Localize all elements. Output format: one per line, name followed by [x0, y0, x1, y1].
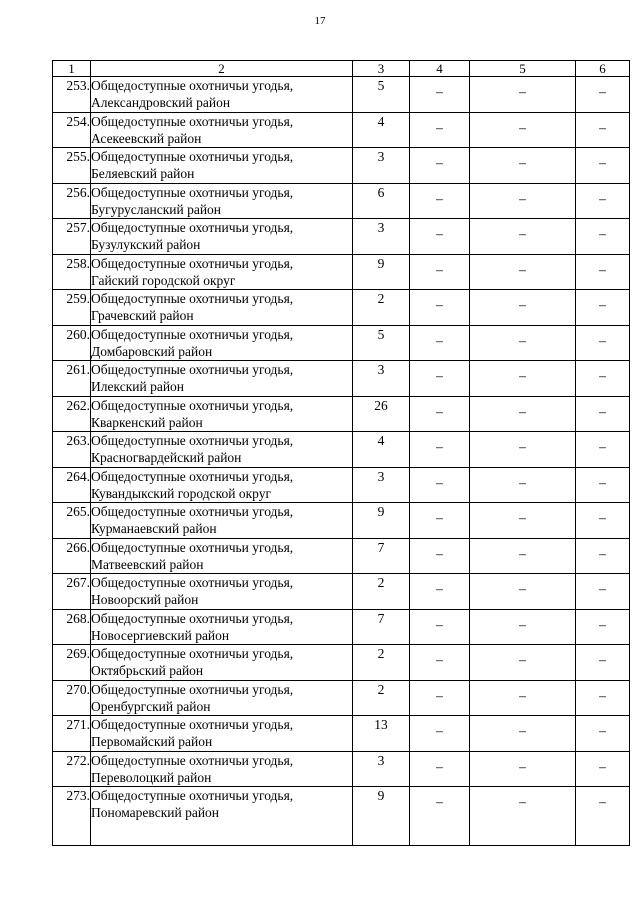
row-name: [91, 219, 353, 255]
row-col-6: [576, 609, 630, 645]
row-col-4: [410, 112, 470, 148]
row-name: [91, 751, 353, 787]
dash-mark: –: [599, 439, 606, 454]
dash-mark: –: [519, 794, 526, 809]
row-col-4: [410, 183, 470, 219]
row-name-line2: Асекеевский район: [91, 130, 202, 146]
row-number: 273.: [53, 787, 91, 846]
row-number: 258.: [53, 254, 91, 290]
row-col-4: [410, 787, 470, 846]
row-name-line1: Общедоступные охотничьи угодья,: [91, 184, 294, 200]
dash-mark: –: [599, 545, 606, 561]
row-name: [91, 183, 353, 219]
row-name: [91, 432, 353, 468]
dash-mark: –: [436, 84, 443, 99]
row-name-line2: Октябрьский район: [91, 663, 204, 678]
table-row: [53, 716, 630, 752]
dash-mark: –: [436, 439, 443, 454]
row-name-line2: Оренбургский район: [91, 698, 211, 714]
row-number: 263.: [53, 432, 91, 468]
row-count: 9: [353, 787, 410, 846]
row-col-4: [410, 290, 470, 326]
dash-mark: –: [519, 332, 526, 348]
dash-mark: –: [436, 332, 443, 348]
row-col-6: [576, 77, 630, 113]
table-row: [53, 290, 630, 326]
dash-mark: –: [436, 687, 443, 703]
row-name-line2: Гайский городской округ: [91, 272, 236, 288]
row-number: 261.: [53, 361, 91, 397]
row-col-5: [470, 77, 576, 113]
row-name-line1: Общедоступные охотничьи угодья,: [91, 78, 294, 93]
row-col-5: [470, 467, 576, 503]
row-col-6: [576, 503, 630, 539]
dash-mark: –: [436, 652, 443, 667]
row-count: 9: [353, 503, 410, 539]
row-col-5: [470, 503, 576, 539]
row-name-line1: Общедоступные охотничьи угодья,: [91, 149, 294, 164]
dash-mark: –: [519, 190, 526, 206]
row-count: 6: [353, 183, 410, 219]
dash-mark: –: [599, 84, 606, 99]
row-name-line2: Пономаревский район: [91, 805, 220, 820]
row-col-5: [470, 751, 576, 787]
row-name-line1: Общедоступные охотничьи угодья,: [91, 610, 294, 626]
row-col-5: [470, 538, 576, 574]
row-col-5: [470, 254, 576, 290]
dash-mark: –: [519, 758, 526, 774]
row-col-4: [410, 432, 470, 468]
row-col-4: [410, 538, 470, 574]
dash-mark: –: [599, 368, 606, 383]
dash-mark: –: [519, 261, 526, 277]
dash-mark: –: [599, 758, 606, 774]
row-name-line1: Общедоступные охотничьи угодья,: [91, 539, 294, 555]
dash-mark: –: [519, 403, 526, 419]
dash-mark: –: [436, 190, 443, 206]
row-count: 7: [353, 609, 410, 645]
dash-mark: –: [599, 652, 606, 667]
row-name-line1: Общедоступные охотничьи угодья,: [91, 397, 294, 413]
row-count: 3: [353, 361, 410, 397]
row-number: 262.: [53, 396, 91, 432]
row-col-6: [576, 361, 630, 397]
row-col-4: [410, 716, 470, 752]
table-row: [53, 609, 630, 645]
dash-mark: –: [519, 723, 526, 738]
table-row: [53, 254, 630, 290]
row-col-5: [470, 787, 576, 846]
row-col-6: [576, 467, 630, 503]
row-name-line1: Общедоступные охотничьи угодья,: [91, 326, 294, 342]
row-col-6: [576, 645, 630, 681]
dash-mark: –: [519, 652, 526, 667]
dash-mark: –: [436, 794, 443, 809]
row-col-5: [470, 183, 576, 219]
header-col-1: 1: [53, 61, 91, 77]
dash-mark: –: [436, 616, 443, 632]
row-name: [91, 254, 353, 290]
table-row: [53, 787, 630, 846]
row-number: 259.: [53, 290, 91, 326]
row-count: 3: [353, 148, 410, 184]
row-name: [91, 148, 353, 184]
dash-mark: –: [519, 687, 526, 703]
row-col-5: [470, 680, 576, 716]
table-row: [53, 396, 630, 432]
row-col-4: [410, 219, 470, 255]
row-count: 3: [353, 219, 410, 255]
row-col-5: [470, 432, 576, 468]
dash-mark: –: [436, 474, 443, 490]
row-count: 4: [353, 112, 410, 148]
row-name-line1: Общедоступные охотничьи угодья,: [91, 788, 294, 803]
row-count: 2: [353, 645, 410, 681]
dash-mark: –: [519, 84, 526, 99]
table-row: [53, 751, 630, 787]
row-name: [91, 290, 353, 326]
row-number: 267.: [53, 574, 91, 610]
row-col-6: [576, 219, 630, 255]
row-count: 2: [353, 290, 410, 326]
row-name: [91, 716, 353, 752]
row-name: [91, 680, 353, 716]
row-col-6: [576, 574, 630, 610]
row-count: 2: [353, 680, 410, 716]
row-name: [91, 361, 353, 397]
row-name-line2: Александровский район: [91, 95, 231, 110]
dash-mark: –: [599, 510, 606, 525]
table-row: [53, 432, 630, 468]
row-number: 272.: [53, 751, 91, 787]
row-name: [91, 538, 353, 574]
dash-mark: –: [519, 545, 526, 561]
row-name-line1: Общедоступные охотничьи угодья,: [91, 752, 294, 768]
table-row: [53, 77, 630, 113]
row-col-4: [410, 751, 470, 787]
dash-mark: –: [599, 190, 606, 206]
row-col-5: [470, 574, 576, 610]
row-col-5: [470, 645, 576, 681]
dash-mark: –: [519, 510, 526, 525]
table-row: [53, 112, 630, 148]
page-number: 17: [314, 15, 326, 27]
dash-mark: –: [599, 616, 606, 632]
row-number: 268.: [53, 609, 91, 645]
hunting-grounds-table: [52, 60, 630, 846]
dash-mark: –: [519, 368, 526, 383]
row-name-line1: Общедоступные охотничьи угодья,: [91, 468, 294, 484]
row-number: 257.: [53, 219, 91, 255]
row-col-4: [410, 254, 470, 290]
row-col-6: [576, 290, 630, 326]
dash-mark: –: [519, 226, 526, 241]
row-name: [91, 787, 353, 846]
row-name-line1: Общедоступные охотничьи угодья,: [91, 291, 294, 306]
row-col-5: [470, 396, 576, 432]
header-col-4: 4: [410, 61, 470, 77]
row-name-line1: Общедоступные охотничьи угодья,: [91, 220, 294, 235]
row-name-line2: Красногвардейский район: [91, 450, 242, 465]
row-name-line1: Общедоступные охотничьи угодья,: [91, 646, 294, 661]
row-name-line2: Кувандыкский городской округ: [91, 485, 272, 501]
row-number: 260.: [53, 325, 91, 361]
dash-mark: –: [599, 332, 606, 348]
row-count: 2: [353, 574, 410, 610]
row-name-line2: Илекский район: [91, 379, 185, 394]
row-col-5: [470, 219, 576, 255]
row-number: 266.: [53, 538, 91, 574]
row-number: 271.: [53, 716, 91, 752]
row-name-line2: Кваркенский район: [91, 414, 203, 430]
dash-mark: –: [599, 723, 606, 738]
dash-mark: –: [519, 439, 526, 454]
row-name-line2: Матвеевский район: [91, 556, 204, 572]
dash-mark: –: [599, 687, 606, 703]
row-name-line1: Общедоступные охотничьи угодья,: [91, 717, 294, 732]
row-col-6: [576, 325, 630, 361]
dash-mark: –: [599, 261, 606, 277]
dash-mark: –: [519, 119, 526, 135]
header-col-6: 6: [576, 61, 630, 77]
table-row: [53, 645, 630, 681]
dash-mark: –: [599, 155, 606, 170]
row-col-6: [576, 751, 630, 787]
dash-mark: –: [519, 581, 526, 596]
row-col-6: [576, 680, 630, 716]
row-count: 13: [353, 716, 410, 752]
row-col-6: [576, 148, 630, 184]
row-name-line1: Общедоступные охотничьи угодья,: [91, 433, 294, 448]
row-number: 254.: [53, 112, 91, 148]
row-col-4: [410, 77, 470, 113]
row-name: [91, 645, 353, 681]
row-name: [91, 112, 353, 148]
row-col-5: [470, 148, 576, 184]
row-number: 264.: [53, 467, 91, 503]
row-col-5: [470, 361, 576, 397]
row-col-4: [410, 503, 470, 539]
row-col-4: [410, 148, 470, 184]
row-number: 256.: [53, 183, 91, 219]
dash-mark: –: [599, 581, 606, 596]
row-name-line1: Общедоступные охотничьи угодья,: [91, 362, 294, 377]
header-col-5: 5: [470, 61, 576, 77]
dash-mark: –: [599, 474, 606, 490]
row-col-4: [410, 396, 470, 432]
row-col-5: [470, 325, 576, 361]
table-row: [53, 219, 630, 255]
row-col-4: [410, 609, 470, 645]
row-count: 7: [353, 538, 410, 574]
row-name-line1: Общедоступные охотничьи угодья,: [91, 504, 294, 519]
row-name-line2: Первомайский район: [91, 734, 213, 749]
row-name-line1: Общедоступные охотничьи угодья,: [91, 681, 294, 697]
row-count: 26: [353, 396, 410, 432]
row-count: 5: [353, 325, 410, 361]
row-col-5: [470, 112, 576, 148]
row-count: 5: [353, 77, 410, 113]
dash-mark: –: [436, 226, 443, 241]
table-row: [53, 148, 630, 184]
dash-mark: –: [519, 474, 526, 490]
table-row: [53, 503, 630, 539]
row-name-line2: Переволоцкий район: [91, 769, 212, 785]
dash-mark: –: [436, 368, 443, 383]
table-row: [53, 361, 630, 397]
row-name-line2: Беляевский район: [91, 166, 195, 181]
row-col-6: [576, 254, 630, 290]
dash-mark: –: [436, 581, 443, 596]
row-name-line2: Новоорский район: [91, 592, 199, 607]
row-count: 3: [353, 751, 410, 787]
header-col-3: 3: [353, 61, 410, 77]
row-col-6: [576, 396, 630, 432]
dash-mark: –: [599, 297, 606, 312]
dash-mark: –: [599, 403, 606, 419]
row-col-5: [470, 609, 576, 645]
row-name: [91, 503, 353, 539]
row-name: [91, 609, 353, 645]
table-body: [53, 77, 630, 846]
row-name-line2: Домбаровский район: [91, 343, 213, 359]
dash-mark: –: [599, 119, 606, 135]
row-name: [91, 396, 353, 432]
row-name: [91, 325, 353, 361]
dash-mark: –: [436, 723, 443, 738]
row-count: 9: [353, 254, 410, 290]
row-name-line2: Бугурусланский район: [91, 201, 222, 217]
row-col-6: [576, 538, 630, 574]
row-col-5: [470, 716, 576, 752]
table-row: [53, 680, 630, 716]
dash-mark: –: [519, 297, 526, 312]
dash-mark: –: [436, 119, 443, 135]
table-row: [53, 538, 630, 574]
table-row: [53, 467, 630, 503]
row-col-4: [410, 467, 470, 503]
row-name-line1: Общедоступные охотничьи угодья,: [91, 575, 294, 590]
dash-mark: –: [519, 155, 526, 170]
row-col-6: [576, 183, 630, 219]
row-name-line2: Бузулукский район: [91, 237, 201, 252]
table-row: [53, 325, 630, 361]
row-name-line2: Грачевский район: [91, 308, 194, 323]
row-col-4: [410, 325, 470, 361]
row-col-6: [576, 787, 630, 846]
dash-mark: –: [599, 226, 606, 241]
row-number: 253.: [53, 77, 91, 113]
row-col-4: [410, 645, 470, 681]
dash-mark: –: [436, 758, 443, 774]
dash-mark: –: [436, 261, 443, 277]
row-name: [91, 467, 353, 503]
row-number: 269.: [53, 645, 91, 681]
row-number: 270.: [53, 680, 91, 716]
header-col-2: 2: [91, 61, 353, 77]
row-name: [91, 574, 353, 610]
row-col-4: [410, 680, 470, 716]
dash-mark: –: [436, 297, 443, 312]
row-col-5: [470, 290, 576, 326]
row-count: 4: [353, 432, 410, 468]
row-col-6: [576, 716, 630, 752]
row-col-6: [576, 112, 630, 148]
row-col-4: [410, 574, 470, 610]
row-name-line1: Общедоступные охотничьи угодья,: [91, 113, 294, 129]
row-count: 3: [353, 467, 410, 503]
row-col-6: [576, 432, 630, 468]
dash-mark: –: [436, 545, 443, 561]
dash-mark: –: [436, 510, 443, 525]
dash-mark: –: [599, 794, 606, 809]
header-row: [53, 61, 630, 77]
row-name-line2: Новосергиевский район: [91, 627, 230, 643]
table-row: [53, 574, 630, 610]
row-number: 255.: [53, 148, 91, 184]
row-col-4: [410, 361, 470, 397]
row-name: [91, 77, 353, 113]
row-name-line2: Курманаевский район: [91, 521, 217, 536]
row-name-line1: Общедоступные охотничьи угодья,: [91, 255, 294, 271]
row-number: 265.: [53, 503, 91, 539]
dash-mark: –: [436, 403, 443, 419]
table-row: [53, 183, 630, 219]
dash-mark: –: [436, 155, 443, 170]
dash-mark: –: [519, 616, 526, 632]
